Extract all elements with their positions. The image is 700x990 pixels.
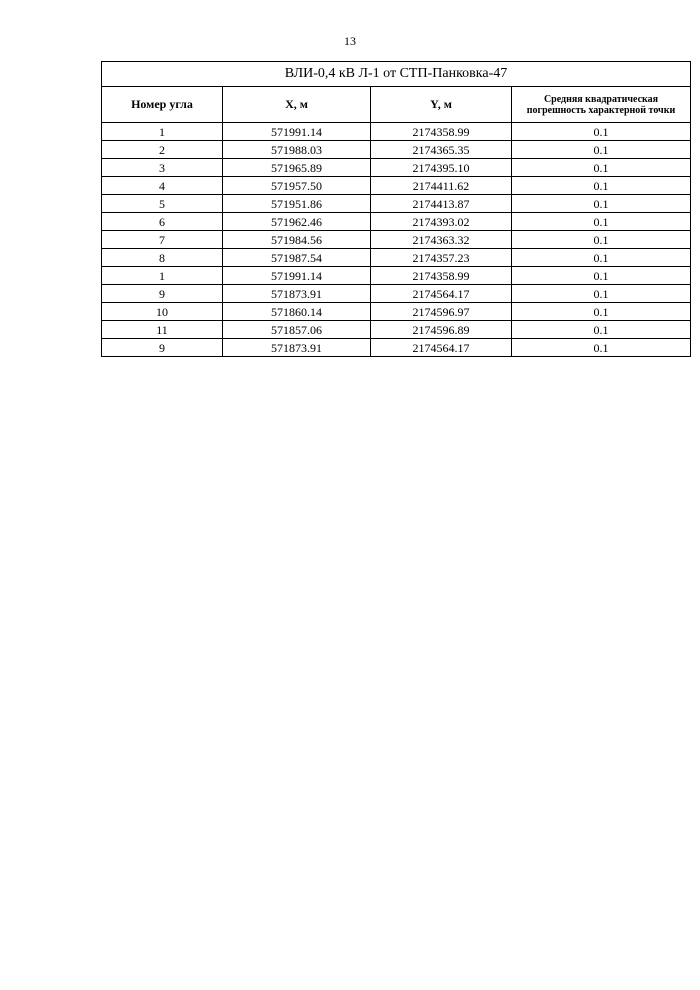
cell-corner-number: 9 [102, 339, 223, 357]
cell-error: 0.1 [512, 123, 691, 141]
cell-y: 2174393.02 [371, 213, 512, 231]
header-y: Y, м [371, 87, 512, 123]
cell-corner-number: 11 [102, 321, 223, 339]
cell-y: 2174564.17 [371, 285, 512, 303]
table-row [102, 267, 691, 285]
cell-x: 571965.89 [223, 159, 371, 177]
cell-x: 571984.56 [223, 231, 371, 249]
cell-error: 0.1 [512, 231, 691, 249]
cell-x: 571860.14 [223, 303, 371, 321]
cell-x: 571988.03 [223, 141, 371, 159]
cell-corner-number: 8 [102, 249, 223, 267]
table-row [102, 303, 691, 321]
cell-error: 0.1 [512, 177, 691, 195]
cell-error: 0.1 [512, 249, 691, 267]
table-row [102, 195, 691, 213]
cell-y: 2174363.32 [371, 231, 512, 249]
table-row [102, 231, 691, 249]
cell-y: 2174365.35 [371, 141, 512, 159]
cell-error: 0.1 [512, 159, 691, 177]
table-body [102, 123, 691, 357]
coordinates-table [101, 61, 691, 357]
cell-y: 2174358.99 [371, 123, 512, 141]
cell-corner-number: 3 [102, 159, 223, 177]
cell-y: 2174358.99 [371, 267, 512, 285]
table-row [102, 249, 691, 267]
cell-error: 0.1 [512, 339, 691, 357]
table-row [102, 321, 691, 339]
cell-corner-number: 4 [102, 177, 223, 195]
cell-corner-number: 2 [102, 141, 223, 159]
cell-x: 571951.86 [223, 195, 371, 213]
cell-x: 571857.06 [223, 321, 371, 339]
cell-corner-number: 1 [102, 267, 223, 285]
table-title: ВЛИ-0,4 кВ Л-1 от СТП-Панковка-47 [102, 62, 691, 87]
table-row [102, 123, 691, 141]
cell-error: 0.1 [512, 321, 691, 339]
cell-y: 2174357.23 [371, 249, 512, 267]
cell-error: 0.1 [512, 285, 691, 303]
cell-y: 2174596.97 [371, 303, 512, 321]
cell-y: 2174411.62 [371, 177, 512, 195]
cell-x: 571873.91 [223, 285, 371, 303]
cell-y: 2174596.89 [371, 321, 512, 339]
cell-x: 571962.46 [223, 213, 371, 231]
cell-x: 571991.14 [223, 267, 371, 285]
cell-error: 0.1 [512, 213, 691, 231]
cell-error: 0.1 [512, 267, 691, 285]
table-row [102, 177, 691, 195]
header-error: Средняя квадратическая погрешность характерной точки [512, 87, 691, 123]
page-number: 13 [344, 34, 356, 48]
table-row [102, 141, 691, 159]
cell-error: 0.1 [512, 303, 691, 321]
table-row [102, 339, 691, 357]
cell-y: 2174564.17 [371, 339, 512, 357]
cell-corner-number: 10 [102, 303, 223, 321]
cell-x: 571991.14 [223, 123, 371, 141]
cell-y: 2174395.10 [371, 159, 512, 177]
cell-y: 2174413.87 [371, 195, 512, 213]
header-corner-number: Номер угла [102, 87, 223, 123]
cell-x: 571987.54 [223, 249, 371, 267]
cell-corner-number: 5 [102, 195, 223, 213]
cell-x: 571873.91 [223, 339, 371, 357]
cell-corner-number: 6 [102, 213, 223, 231]
cell-corner-number: 7 [102, 231, 223, 249]
cell-error: 0.1 [512, 195, 691, 213]
cell-error: 0.1 [512, 141, 691, 159]
cell-corner-number: 9 [102, 285, 223, 303]
table-row [102, 285, 691, 303]
header-x: X, м [223, 87, 371, 123]
cell-corner-number: 1 [102, 123, 223, 141]
table-row [102, 213, 691, 231]
table-row [102, 159, 691, 177]
cell-x: 571957.50 [223, 177, 371, 195]
